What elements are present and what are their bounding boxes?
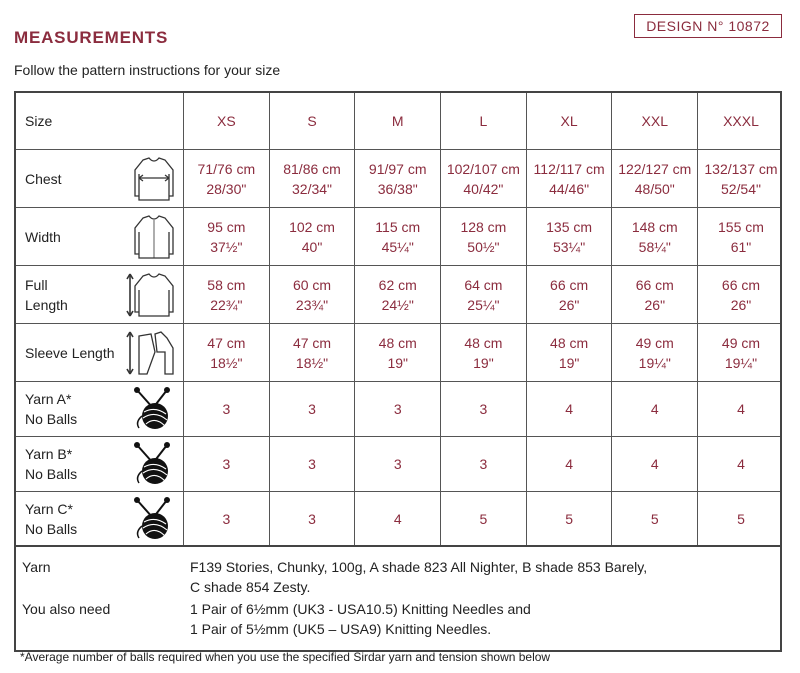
measurement-cell [355, 324, 441, 381]
imperial-value: 19" [558, 354, 580, 371]
yarn-label-cell [16, 382, 184, 436]
metric-value: 62 cm [378, 276, 417, 293]
imperial-value: 32/34" [292, 180, 333, 197]
measurement-cell [612, 266, 698, 323]
imperial-value: 19" [473, 354, 494, 371]
imperial-value: 58¼" [638, 238, 671, 255]
imperial-value: 19¼" [638, 354, 671, 371]
design-number-badge: DESIGN N° 10872 [634, 14, 782, 38]
metric-value: 66 cm [635, 276, 674, 293]
yarn-label-cell [16, 437, 184, 491]
metric-value: 112/117 cm [533, 160, 605, 177]
measurement-cell [184, 208, 270, 265]
also-need-label: You also need [22, 601, 111, 617]
ball-count-cell: 3 [184, 382, 270, 436]
measurement-cell [270, 324, 356, 381]
measurement-cell [527, 150, 613, 207]
sleeve-length-label-cell [16, 324, 184, 381]
measurement-cell [270, 208, 356, 265]
imperial-value: 28/30" [206, 180, 247, 197]
yarn-row [16, 382, 780, 437]
metric-value: 66 cm [550, 276, 589, 293]
width-label-cell [16, 208, 184, 265]
measurement-cell [441, 266, 527, 323]
ball-count-cell: 3 [184, 492, 270, 545]
imperial-value: 61" [730, 238, 752, 255]
yarn-description-line: F139 Stories, Chunky, 100g, A shade 823 All Nighter, B shade 853 Barely, [190, 559, 648, 575]
imperial-value: 50½" [467, 238, 500, 255]
imperial-value: 45¼" [381, 238, 414, 255]
size-xxl: XXL [612, 93, 698, 149]
ball-count-cell: 3 [184, 437, 270, 491]
size-m: M [355, 93, 441, 149]
metric-value: 48 cm [550, 334, 589, 351]
measurement-cell [698, 150, 784, 207]
ball-count-cell: 5 [441, 492, 527, 545]
measurement-cell [527, 208, 613, 265]
metric-value: 58 cm [207, 276, 246, 293]
measurement-cell [184, 150, 270, 207]
metric-value: 102/107 cm [446, 160, 520, 177]
measurement-cell [698, 266, 784, 323]
metric-value: 91/97 cm [368, 160, 427, 177]
metric-value: 48 cm [464, 334, 503, 351]
needles-line: 1 Pair of 5½mm (UK5 – USA9) Knitting Needles. [190, 621, 492, 637]
ball-count-cell: 4 [355, 492, 441, 545]
yarn-label: Yarn [22, 559, 51, 575]
metric-value: 71/76 cm [197, 160, 256, 177]
metric-value: 102 cm [289, 218, 335, 235]
ball-count-cell: 3 [441, 437, 527, 491]
measurement-cell [527, 324, 613, 381]
ball-count-cell: 5 [612, 492, 698, 545]
metric-value: 48 cm [378, 334, 417, 351]
measurement-cell [441, 324, 527, 381]
imperial-value: 26" [558, 296, 580, 313]
sleeve-length-icon [125, 328, 175, 378]
imperial-value: 19¼" [724, 354, 758, 371]
size-xl: XL [527, 93, 613, 149]
length-label-line: Length [25, 296, 68, 313]
metric-value: 64 cm [464, 276, 503, 293]
metric-value: 47 cm [292, 334, 332, 351]
imperial-value: 40/42" [463, 180, 504, 197]
ball-count-cell: 4 [527, 382, 613, 436]
metric-value: 60 cm [292, 276, 332, 293]
yarn-ball-icon [131, 386, 175, 432]
chest-row [16, 150, 780, 208]
metric-value: 155 cm [718, 218, 764, 235]
yarn-row [16, 492, 780, 547]
size-xs: XS [184, 93, 270, 149]
imperial-value: 24½" [381, 296, 414, 313]
no-balls-label: No Balls [25, 466, 78, 482]
size-l: L [441, 93, 527, 149]
imperial-value: 18½" [210, 354, 243, 371]
full-length-label [25, 275, 68, 315]
imperial-value: 26" [730, 296, 752, 313]
width-row [16, 208, 780, 266]
imperial-value: 18½" [295, 354, 329, 371]
metric-value: 132/137 cm [704, 160, 778, 177]
ball-count-cell: 3 [355, 382, 441, 436]
sleeve-length-row [16, 324, 780, 382]
ball-count-cell: 3 [441, 382, 527, 436]
imperial-value: 44/46" [549, 180, 590, 197]
ball-count-cell: 5 [527, 492, 613, 545]
imperial-value: 23¾" [295, 296, 329, 313]
yarn-description-line: C shade 854 Zesty. [190, 579, 311, 595]
measurement-cell [355, 208, 441, 265]
measurement-cell [355, 150, 441, 207]
ball-count-cell: 4 [612, 382, 698, 436]
no-balls-label: No Balls [25, 411, 78, 427]
full-label-line: Full [25, 276, 48, 293]
metric-value: 49 cm [635, 334, 674, 351]
measurement-cell [441, 150, 527, 207]
measurement-cell [270, 266, 356, 323]
yarn-row [16, 437, 780, 492]
ball-count-cell: 4 [737, 401, 745, 417]
imperial-value: 40" [301, 238, 323, 255]
imperial-value: 37½" [210, 238, 243, 255]
ball-count-cell: 4 [612, 437, 698, 491]
imperial-value: 26" [644, 296, 666, 313]
measurement-cell [355, 266, 441, 323]
no-balls-label: No Balls [25, 520, 78, 537]
metric-value: 148 cm [631, 218, 678, 235]
imperial-value: 22¾" [210, 296, 243, 313]
sweater-length-icon [125, 270, 175, 320]
metric-value: 49 cm [721, 334, 761, 351]
sleeve-length-label: Sleeve Length [25, 344, 115, 361]
yarn-label-cell [16, 492, 184, 545]
metric-value: 128 cm [460, 218, 507, 235]
size-row [16, 93, 780, 150]
metric-value: 115 cm [375, 218, 421, 235]
size-label: Size [25, 113, 53, 129]
measurement-cell [698, 208, 784, 265]
yarn-ball-icon [131, 441, 175, 487]
ball-count-cell: 3 [270, 437, 356, 491]
yarn-name: Yarn B* [25, 446, 73, 462]
measurement-cell [441, 208, 527, 265]
size-s: S [270, 93, 356, 149]
measurement-cell [270, 150, 356, 207]
yarn-label [25, 499, 77, 539]
notes-section [16, 547, 780, 650]
size-xxxl: XXXL [723, 113, 759, 129]
yarn-label [25, 444, 77, 484]
measurement-cell [612, 208, 698, 265]
measurement-cell [184, 324, 270, 381]
sweater-width-icon [133, 214, 175, 260]
ball-count-cell: 3 [270, 382, 356, 436]
metric-value: 135 cm [546, 218, 593, 235]
chest-label-cell [16, 150, 184, 207]
footnote: *Average number of balls required when you use the specified Sirdar yarn and tension shown below [20, 650, 551, 664]
measurements-table [14, 91, 782, 652]
metric-value: 95 cm [207, 218, 246, 235]
ball-count-cell: 5 [737, 510, 745, 527]
imperial-value: 53¼" [552, 238, 586, 255]
imperial-value: 52/54" [720, 180, 761, 197]
sweater-chest-icon [133, 156, 175, 202]
measurement-cell [184, 266, 270, 323]
imperial-value: 19" [387, 354, 408, 371]
needles-line: 1 Pair of 6½mm (UK3 - USA10.5) Knitting Needles and [190, 601, 531, 617]
metric-value: 81/86 cm [283, 160, 341, 177]
page-title: MEASUREMENTS [14, 28, 169, 47]
ball-count-cell: 3 [355, 437, 441, 491]
yarn-ball-icon [131, 496, 175, 542]
metric-value: 122/127 cm [618, 160, 692, 177]
full-length-row [16, 266, 780, 324]
width-label: Width [25, 228, 61, 245]
chest-label: Chest [25, 170, 62, 187]
size-label-cell [16, 93, 184, 149]
ball-count-cell: 4 [527, 437, 613, 491]
measurement-cell [527, 266, 613, 323]
measurement-cell [612, 150, 698, 207]
imperial-value: 36/38" [377, 180, 418, 197]
measurement-cell [612, 324, 698, 381]
imperial-value: 25¼" [467, 296, 500, 313]
yarn-label [25, 389, 77, 429]
instructions-text: Follow the pattern instructions for your size [14, 62, 281, 78]
measurement-cell [698, 324, 784, 381]
ball-count-cell: 4 [737, 456, 745, 472]
yarn-name: Yarn C* [25, 500, 73, 517]
full-length-label-cell [16, 266, 184, 323]
yarn-name: Yarn A* [25, 391, 72, 407]
metric-value: 47 cm [207, 334, 246, 351]
imperial-value: 48/50" [634, 180, 675, 197]
ball-count-cell: 3 [270, 492, 356, 545]
metric-value: 66 cm [721, 276, 761, 293]
